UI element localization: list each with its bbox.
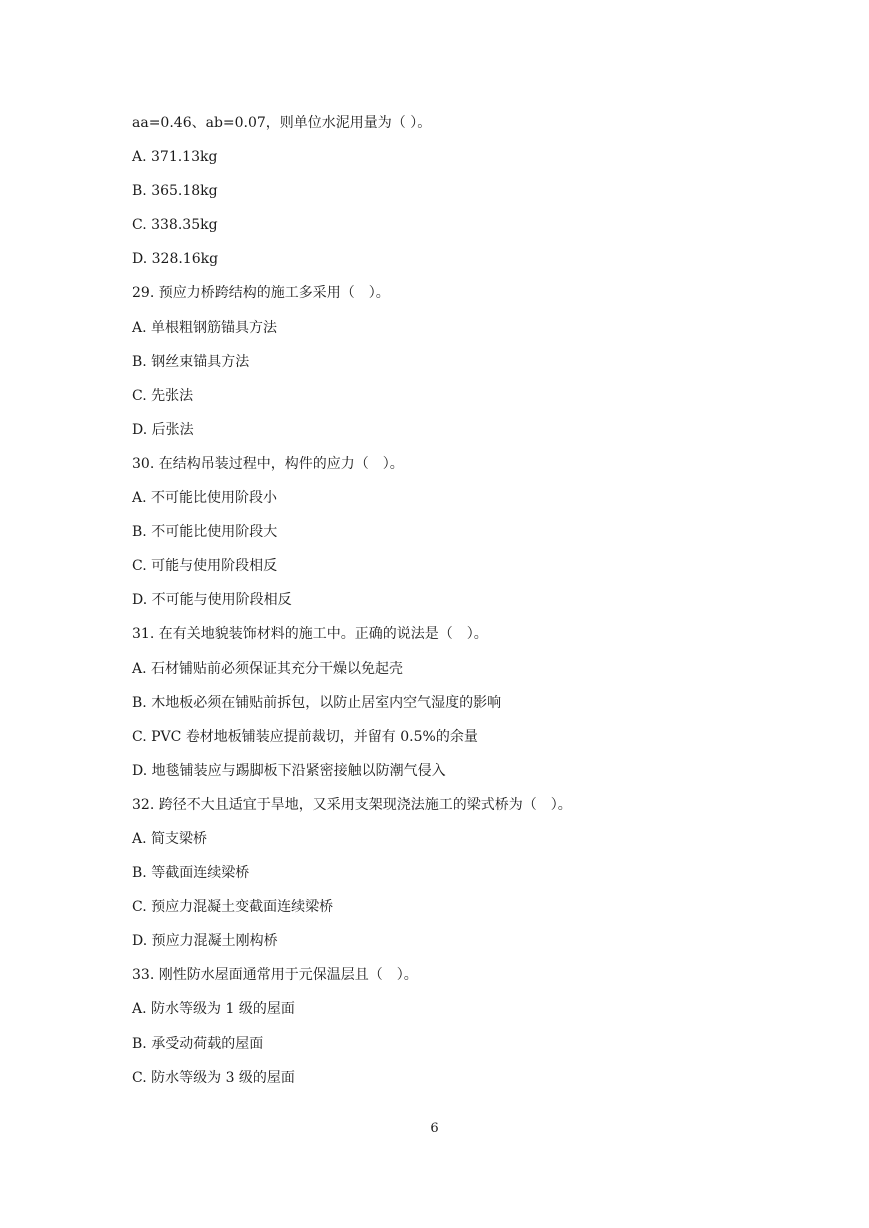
question-31: 31. 在有关地貌装饰材料的施工中。正确的说法是（ ）。: [132, 626, 488, 643]
option-c: C. 先张法: [132, 387, 194, 404]
option-a: A. 371.13kg: [132, 149, 218, 166]
option-b: B. 365.18kg: [132, 183, 218, 200]
question-33: 33. 刚性防水屋面通常用于元保温层且（ ）。: [132, 967, 418, 984]
option-a: A. 不可能比使用阶段小: [132, 490, 278, 507]
option-a: A. 石材铺贴前必须保证其充分干燥以免起壳: [132, 660, 404, 677]
option-d: D. 地毯铺装应与踢脚板下沿紧密接触以防潮气侵入: [132, 762, 446, 779]
option-b: B. 承受动荷载的屋面: [132, 1035, 264, 1052]
question-30: 30. 在结构吊装过程中，构件的应力（ ）。: [132, 455, 404, 472]
option-b: B. 钢丝束锚具方法: [132, 353, 250, 370]
option-c: C. 预应力混凝土变截面连续梁桥: [132, 899, 334, 916]
question-32: 32. 跨径不大且适宜于旱地，又采用支架现浇法施工的梁式桥为（ ）。: [132, 796, 572, 813]
question-29: 29. 预应力桥跨结构的施工多采用（ ）。: [132, 285, 390, 302]
option-b: B. 等截面连续梁桥: [132, 865, 250, 882]
option-d: D. 不可能与使用阶段相反: [132, 592, 292, 609]
option-c: C. 338.35kg: [132, 217, 218, 234]
option-c: C. 防水等级为 3 级的屋面: [132, 1069, 295, 1086]
option-d: D. 预应力混凝土刚构桥: [132, 933, 278, 950]
option-a: A. 简支梁桥: [132, 830, 208, 847]
question-list: [132, 110, 752, 1099]
option-c: C. PVC 卷材地板铺装应提前裁切，并留有 0.5%的余量: [132, 728, 478, 745]
option-b: B. 木地板必须在铺贴前拆包，以防止居室内空气湿度的影响: [132, 694, 502, 711]
question-stem-continuation: aa=0.46、ab=0.07，则单位水泥用量为（ ）。: [132, 115, 432, 131]
option-d: D. 后张法: [132, 421, 194, 438]
option-b: B. 不可能比使用阶段大: [132, 524, 278, 541]
option-a: A. 单根粗钢筋锚具方法: [132, 319, 278, 336]
page-number: 6: [430, 1121, 439, 1136]
option-d: D. 328.16kg: [132, 251, 219, 268]
option-c: C. 可能与使用阶段相反: [132, 558, 278, 575]
option-a: A. 防水等级为 1 级的屋面: [132, 1001, 295, 1018]
